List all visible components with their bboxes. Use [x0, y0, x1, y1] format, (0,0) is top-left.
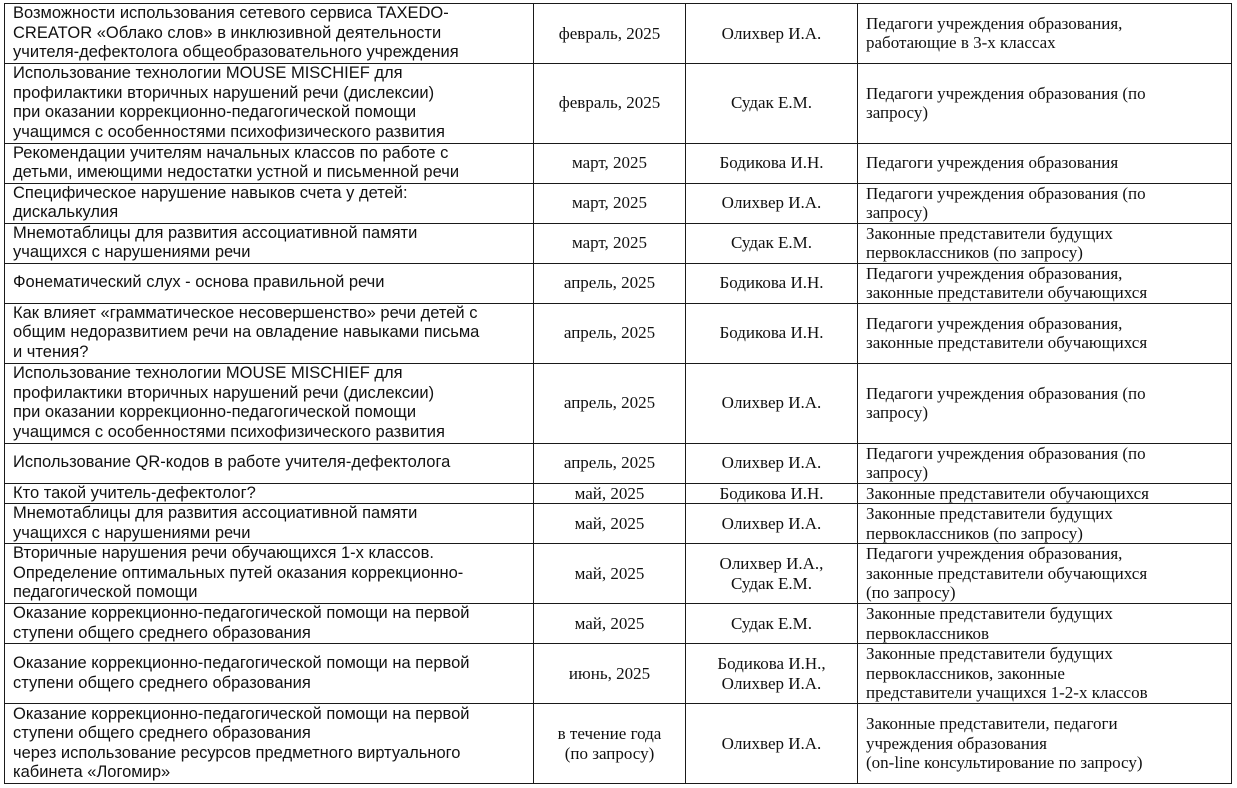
date-cell: май, 2025 [534, 604, 686, 644]
table-body [5, 4, 1232, 784]
author-cell: Судак Е.М. [686, 604, 858, 644]
table-row [5, 644, 1232, 704]
audience-cell: Педагоги учреждения образования, законные представители обучающихся [858, 263, 1232, 303]
topic-cell: Оказание коррекционно-педагогической помощи на первой ступени общего среднего образования [5, 604, 534, 644]
table-row [5, 483, 1232, 504]
table-row [5, 223, 1232, 263]
date-cell: июнь, 2025 [534, 644, 686, 704]
date-cell: апрель, 2025 [534, 443, 686, 483]
author-cell: Бодикова И.Н. [686, 303, 858, 363]
author-cell: Бодикова И.Н. [686, 483, 858, 504]
audience-cell: Педагоги учреждения образования, законные представители обучающихся (по запросу) [858, 544, 1232, 604]
author-cell: Судак Е.М. [686, 223, 858, 263]
audience-cell: Законные представители будущих первоклассников (по запросу) [858, 223, 1232, 263]
topic-cell: Специфическое нарушение навыков счета у детей: дискалькулия [5, 183, 534, 223]
topic-cell: Оказание коррекционно-педагогической помощи на первой ступени общего среднего образования через использование ресурсов предметного виртуального кабинета «Логомир» [5, 704, 534, 784]
author-cell: Судак Е.М. [686, 63, 858, 143]
author-cell: Олихвер И.А. [686, 704, 858, 784]
table-row [5, 544, 1232, 604]
topic-cell: Фонематический слух - основа правильной речи [5, 263, 534, 303]
author-cell: Бодикова И.Н. [686, 143, 858, 183]
table-row [5, 183, 1232, 223]
date-cell: апрель, 2025 [534, 263, 686, 303]
author-cell: Олихвер И.А. [686, 363, 858, 443]
author-cell: Олихвер И.А. [686, 4, 858, 64]
table-row [5, 504, 1232, 544]
author-cell: Олихвер И.А. [686, 504, 858, 544]
topic-cell: Использование технологии MOUSE MISCHIEF для профилактики вторичных нарушений речи (дислексии) при оказании коррекционно-педагогической помощи учащимся с особенностями психофизического развития [5, 63, 534, 143]
table-row [5, 63, 1232, 143]
audience-cell: Педагоги учреждения образования [858, 143, 1232, 183]
audience-cell: Законные представители, педагоги учреждения образования (on-line консультирование по запросу) [858, 704, 1232, 784]
topic-cell: Оказание коррекционно-педагогической помощи на первой ступени общего среднего образования [5, 644, 534, 704]
table-row [5, 143, 1232, 183]
topic-cell: Использование технологии MOUSE MISCHIEF для профилактики вторичных нарушений речи (дислексии) при оказании коррекционно-педагогической помощи учащимся с особенностями психофизического развития [5, 363, 534, 443]
audience-cell: Педагоги учреждения образования, законные представители обучающихся [858, 303, 1232, 363]
topic-cell: Кто такой учитель-дефектолог? [5, 483, 534, 504]
date-cell: май, 2025 [534, 483, 686, 504]
author-cell: Олихвер И.А. [686, 443, 858, 483]
table-row [5, 263, 1232, 303]
audience-cell: Педагоги учреждения образования (по запросу) [858, 183, 1232, 223]
date-cell: март, 2025 [534, 143, 686, 183]
date-cell: май, 2025 [534, 544, 686, 604]
audience-cell: Педагоги учреждения образования (по запросу) [858, 63, 1232, 143]
topic-cell: Мнемотаблицы для развития ассоциативной памяти учащихся с нарушениями речи [5, 504, 534, 544]
table-row [5, 604, 1232, 644]
table-row [5, 443, 1232, 483]
topic-cell: Использование QR-кодов в работе учителя-дефектолога [5, 443, 534, 483]
consultation-schedule-table [4, 3, 1232, 784]
topic-cell: Вторичные нарушения речи обучающихся 1-х классов. Определение оптимальных путей оказания коррекционно- педагогической помощи [5, 544, 534, 604]
date-cell: в течение года (по запросу) [534, 704, 686, 784]
topic-cell: Рекомендации учителям начальных классов по работе с детьми, имеющими недостатки устной и письменной речи [5, 143, 534, 183]
audience-cell: Педагоги учреждения образования, работающие в 3-х классах [858, 4, 1232, 64]
audience-cell: Законные представители будущих первоклассников (по запросу) [858, 504, 1232, 544]
date-cell: апрель, 2025 [534, 363, 686, 443]
audience-cell: Законные представители будущих первоклассников [858, 604, 1232, 644]
table-row [5, 704, 1232, 784]
topic-cell: Мнемотаблицы для развития ассоциативной памяти учащихся с нарушениями речи [5, 223, 534, 263]
date-cell: апрель, 2025 [534, 303, 686, 363]
date-cell: март, 2025 [534, 183, 686, 223]
date-cell: март, 2025 [534, 223, 686, 263]
topic-cell: Как влияет «грамматическое несовершенство» речи детей с общим недоразвитием речи на овладение навыками письма и чтения? [5, 303, 534, 363]
table-row [5, 303, 1232, 363]
audience-cell: Законные представители будущих первоклассников, законные представители учащихся 1-2-х классов [858, 644, 1232, 704]
audience-cell: Педагоги учреждения образования (по запросу) [858, 443, 1232, 483]
date-cell: февраль, 2025 [534, 63, 686, 143]
author-cell: Олихвер И.А. [686, 183, 858, 223]
author-cell: Бодикова И.Н. [686, 263, 858, 303]
author-cell: Бодикова И.Н., Олихвер И.А. [686, 644, 858, 704]
table-row [5, 4, 1232, 64]
table-row [5, 363, 1232, 443]
audience-cell: Педагоги учреждения образования (по запросу) [858, 363, 1232, 443]
date-cell: май, 2025 [534, 504, 686, 544]
date-cell: февраль, 2025 [534, 4, 686, 64]
topic-cell: Возможности использования сетевого сервиса TAXEDO- CREATOR «Облако слов» в инклюзивной деятельности учителя-дефектолога общеобразовательного учреждения [5, 4, 534, 64]
audience-cell: Законные представители обучающихся [858, 483, 1232, 504]
author-cell: Олихвер И.А., Судак Е.М. [686, 544, 858, 604]
